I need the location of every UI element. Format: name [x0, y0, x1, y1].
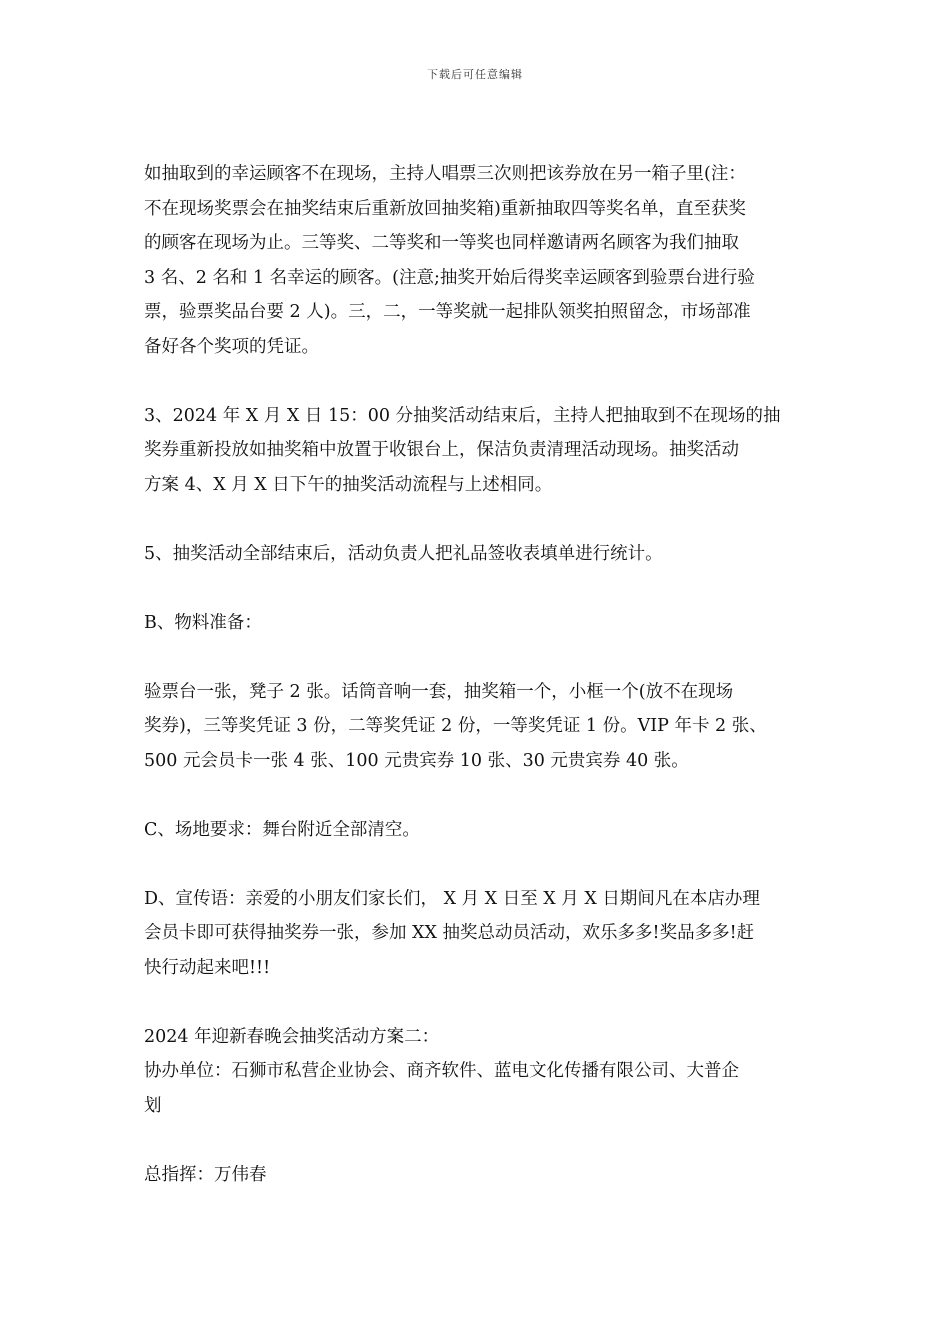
- page-header-note: 下载后可任意编辑: [427, 68, 523, 81]
- document-body: [144, 157, 834, 1227]
- heading-materials: B、物料准备：: [144, 612, 262, 633]
- heading-venue-requirements: C、场地要求：舞台附近全部清空。: [144, 819, 420, 840]
- paragraph-co-organizers: 协办单位：石狮市私营企业协会、商齐软件、蓝电文化传播有限公司、大普企 划: [144, 1061, 739, 1116]
- paragraph-chief-commander: 总指挥：万伟春: [144, 1164, 267, 1185]
- paragraph-step-3-4: 3、2024 年 X 月 X 日 15：00 分抽奖活动结束后，主持人把抽取到不在现场的抽 奖券重新投放如抽奖箱中放置于收银台上，保洁负责清理活动现场。抽奖活动 方案 4、X 月 X 日下午的抽奖活动流程与上述相同。: [144, 405, 781, 495]
- paragraph-lottery-absent-winner: 如抽取到的幸运顾客不在现场，主持人唱票三次则把该券放在另一箱子里(注： 不在现场奖票会在抽奖结束后重新放回抽奖箱)重新抽取四等奖名单，直至获奖 的顾客在现场为止。三等奖、二等奖和一等奖也同样邀请两名顾客为我们抽取 3 名、2 名和 1 名幸运的顾客。(注意;抽奖开始后得奖幸运顾客到验票台进行验 票，验票奖品台要 2 人)。三，二，一等奖就一起排队领奖拍照留念，市场部准 备好各个奖项的凭证。: [144, 164, 755, 357]
- paragraph-materials-list: 验票台一张，凳子 2 张。话筒音响一套，抽奖箱一个，小框一个(放不在现场 奖券)，三等奖凭证 3 份，二等奖凭证 2 份，一等奖凭证 1 份。VIP 年卡 2 张、 500 元会员卡一张 4 张、100 元贵宾券 10 张、30 元贵宾券 40 张。: [144, 681, 767, 771]
- paragraph-step-5: 5、抽奖活动全部结束后，活动负责人把礼品签收表填单进行统计。: [144, 543, 663, 564]
- heading-plan-two: 2024 年迎新春晚会抽奖活动方案二：: [144, 1026, 440, 1047]
- paragraph-slogan: D、宣传语：亲爱的小朋友们家长们， X 月 X 日至 X 月 X 日期间凡在本店办理 会员卡即可获得抽奖券一张，参加 XX 抽奖总动员活动，欢乐多多!奖品多多!赶 快行动起来吧!!!: [144, 888, 760, 978]
